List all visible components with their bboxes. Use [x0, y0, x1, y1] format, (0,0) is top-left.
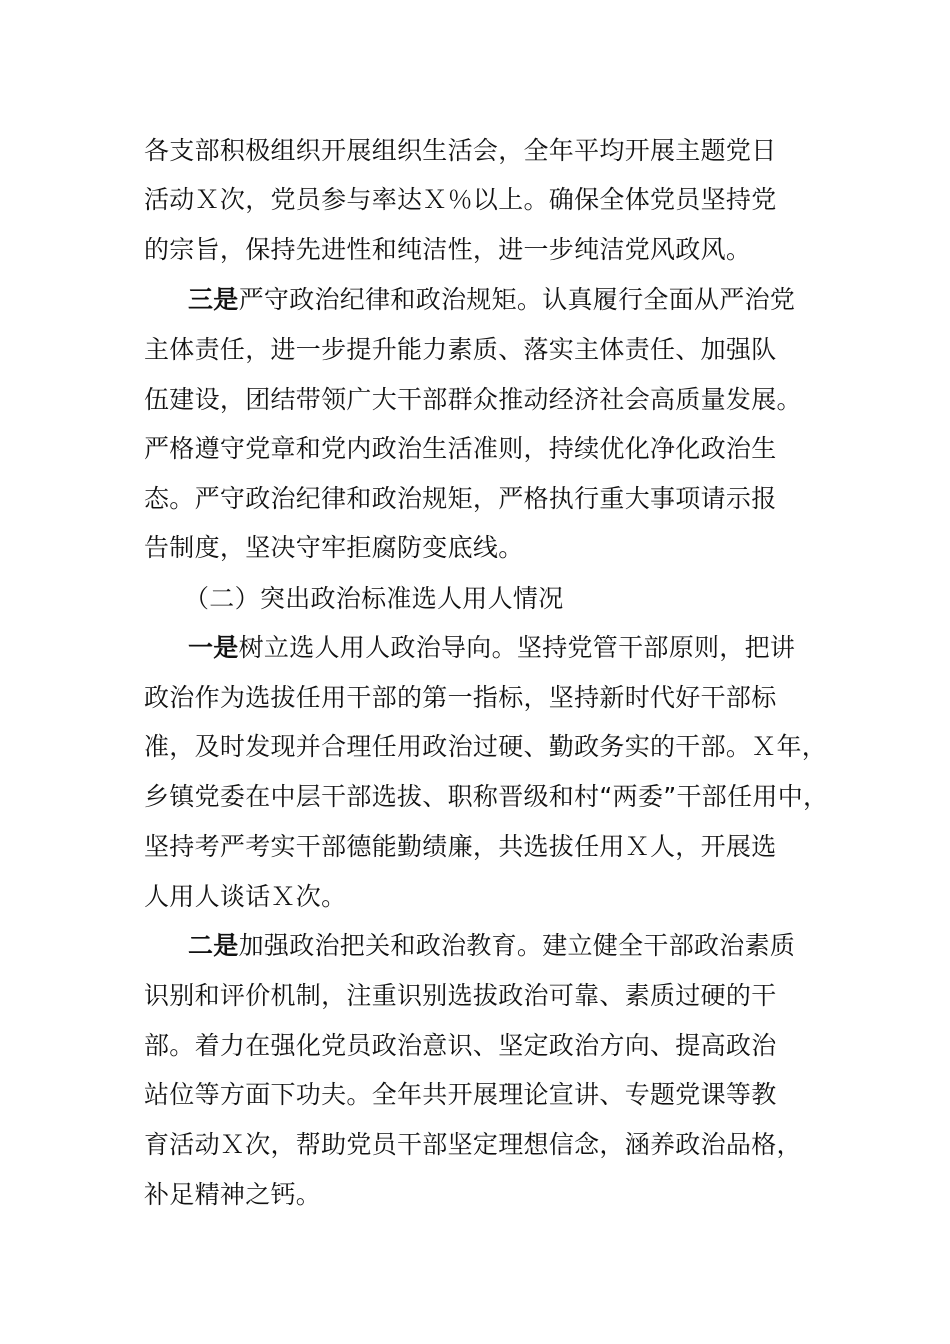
paragraph-line: 的宗旨，保持先进性和纯洁性，进一步纯洁党风政风。: [144, 235, 752, 264]
paragraph-line: 准，及时发现并合理任用政治过硬、勤政务实的干部。Ｘ年，: [144, 732, 828, 761]
paragraph-line: 部。着力在强化党员政治意识、坚定政治方向、提高政治: [144, 1031, 777, 1060]
paragraph-line: 识别和评价机制，注重识别选拔政治可靠、素质过硬的干: [144, 981, 777, 1010]
paragraph-line: 政治作为选拔任用干部的第一指标，坚持新时代好干部标: [144, 683, 777, 712]
paragraph-line: 补足精神之钙。: [144, 1180, 322, 1209]
paragraph-line: 告制度，坚决守牢拒腐防变底线。: [144, 533, 524, 562]
paragraph-line: 育活动Ｘ次，帮助党员干部坚定理想信念，涵养政治品格，: [144, 1130, 802, 1159]
paragraph-line: 伍建设，团结带领广大干部群众推动经济社会高质量发展。: [144, 385, 802, 414]
paragraph-lead: 一是: [188, 633, 239, 662]
paragraph-text: 加强政治把关和政治教育。建立健全干部政治素质: [238, 931, 796, 960]
paragraph-lead: 三是: [188, 285, 239, 314]
paragraph-line: 站位等方面下功夫。全年共开展理论宣讲、专题党课等教: [144, 1080, 777, 1109]
paragraph-line: [188, 284, 795, 316]
paragraph-line: [188, 632, 795, 664]
paragraph-lead: 二是: [188, 931, 239, 960]
paragraph-line: [188, 930, 795, 962]
paragraph-line: 严格遵守党章和党内政治生活准则，持续优化净化政治生: [144, 434, 777, 463]
paragraph-line: 乡镇党委在中层干部选拔、职称晋级和村“两委”干部任用中，: [144, 782, 829, 811]
paragraph-line: 人用人谈话Ｘ次。: [144, 882, 347, 911]
paragraph-text: 严守政治纪律和政治规矩。认真履行全面从严治党: [238, 285, 796, 314]
paragraph-text: 树立选人用人政治导向。坚持党管干部原则，把讲: [238, 633, 796, 662]
paragraph-line: 各支部积极组织开展组织生活会，全年平均开展主题党日: [144, 136, 777, 165]
paragraph-line: 主体责任，进一步提升能力素质、落实主体责任、加强队: [144, 335, 777, 364]
section-heading: （二）突出政治标准选人用人情况: [184, 584, 564, 613]
paragraph-line: 坚持考严考实干部德能勤绩廉，共选拔任用Ｘ人，开展选: [144, 832, 777, 861]
paragraph-line: 态。严守政治纪律和政治规矩，严格执行重大事项请示报: [144, 484, 777, 513]
paragraph-line: 活动Ｘ次，党员参与率达Ｘ％以上。确保全体党员坚持党: [144, 185, 777, 214]
